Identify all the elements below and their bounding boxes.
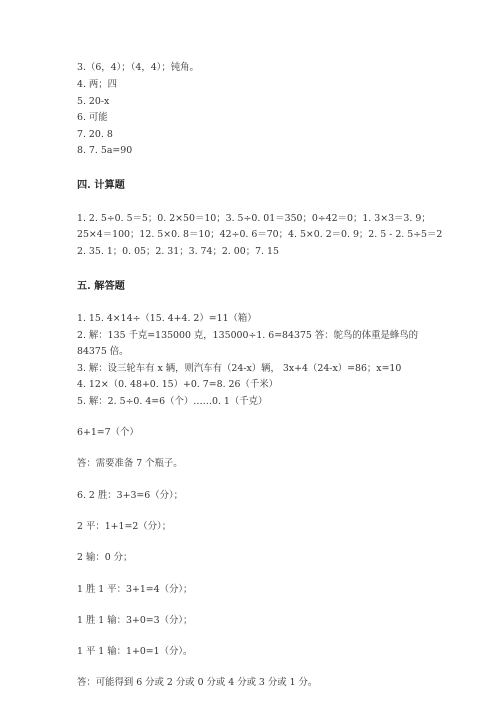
solution-line: 2. 解：135 千克=135000 克，135000÷1. 6=84375 答：鸵鸟的体重是蜂鸟的 <box>77 330 418 341</box>
calc-line: 25×4＝100；12. 5×0. 8＝10；42÷0. 6＝70；4. 5×0. 2＝0. 9；2. 5 - 2. 5÷5＝2 <box>77 229 443 240</box>
solution-paragraph: 1 胜 1 平：3+1=4（分）； <box>77 584 193 595</box>
solution-line: 84375 倍。 <box>77 346 129 357</box>
answer-4: 4. 两；四 <box>77 79 118 90</box>
solution-paragraph: 1 胜 1 输：3+0=3（分）； <box>77 615 193 626</box>
answer-8: 8. 7. 5a=90 <box>77 145 133 156</box>
solution-paragraph: 6+1=7（个） <box>77 427 139 438</box>
section-heading-solutions: 五. 解答题 <box>77 280 125 292</box>
solution-line: 3. 解：设三轮车有 x 辆，则汽车有（24-x）辆， 3x+4（24-x）=86；x=10 <box>77 363 402 374</box>
solution-line: 4. 12×（0. 48+0. 15）+0. 7=8. 26（千米） <box>77 379 278 390</box>
solution-line: 5. 解：2. 5÷0. 4=6（个）……0. 1（千克） <box>77 396 268 407</box>
solution-paragraph: 2 输：0 分； <box>77 552 133 563</box>
calc-line: 2. 35. 1；0. 05；2. 31；3. 74；2. 00；7. 15 <box>77 246 279 257</box>
solution-paragraph: 答：需要准备 7 个瓶子。 <box>77 458 183 469</box>
solution-line: 1. 15. 4×14÷（15. 4+4. 2）=11（箱） <box>77 313 257 324</box>
answer-3: 3.（6，4）；（4，4）；钝角。 <box>77 62 199 73</box>
answer-7: 7. 20. 8 <box>77 129 113 140</box>
solution-paragraph: 答：可能得到 6 分或 2 分或 0 分或 4 分或 3 分或 1 分。 <box>77 677 318 688</box>
calc-line: 1. 2. 5÷0. 5＝5；0. 2×50＝10；3. 5÷0. 01＝350；0÷42＝0；1. 3×3＝3. 9； <box>77 213 431 224</box>
solution-paragraph: 6. 2 胜：3+3=6（分）； <box>77 490 184 501</box>
answer-6: 6. 可能 <box>77 112 108 123</box>
answer-5: 5. 20-x <box>77 96 110 107</box>
section-heading-calculation: 四. 计算题 <box>77 179 125 191</box>
solution-paragraph: 1 平 1 输：1+0=1（分）。 <box>77 646 193 657</box>
solution-paragraph: 2 平：1+1=2（分）； <box>77 521 172 532</box>
